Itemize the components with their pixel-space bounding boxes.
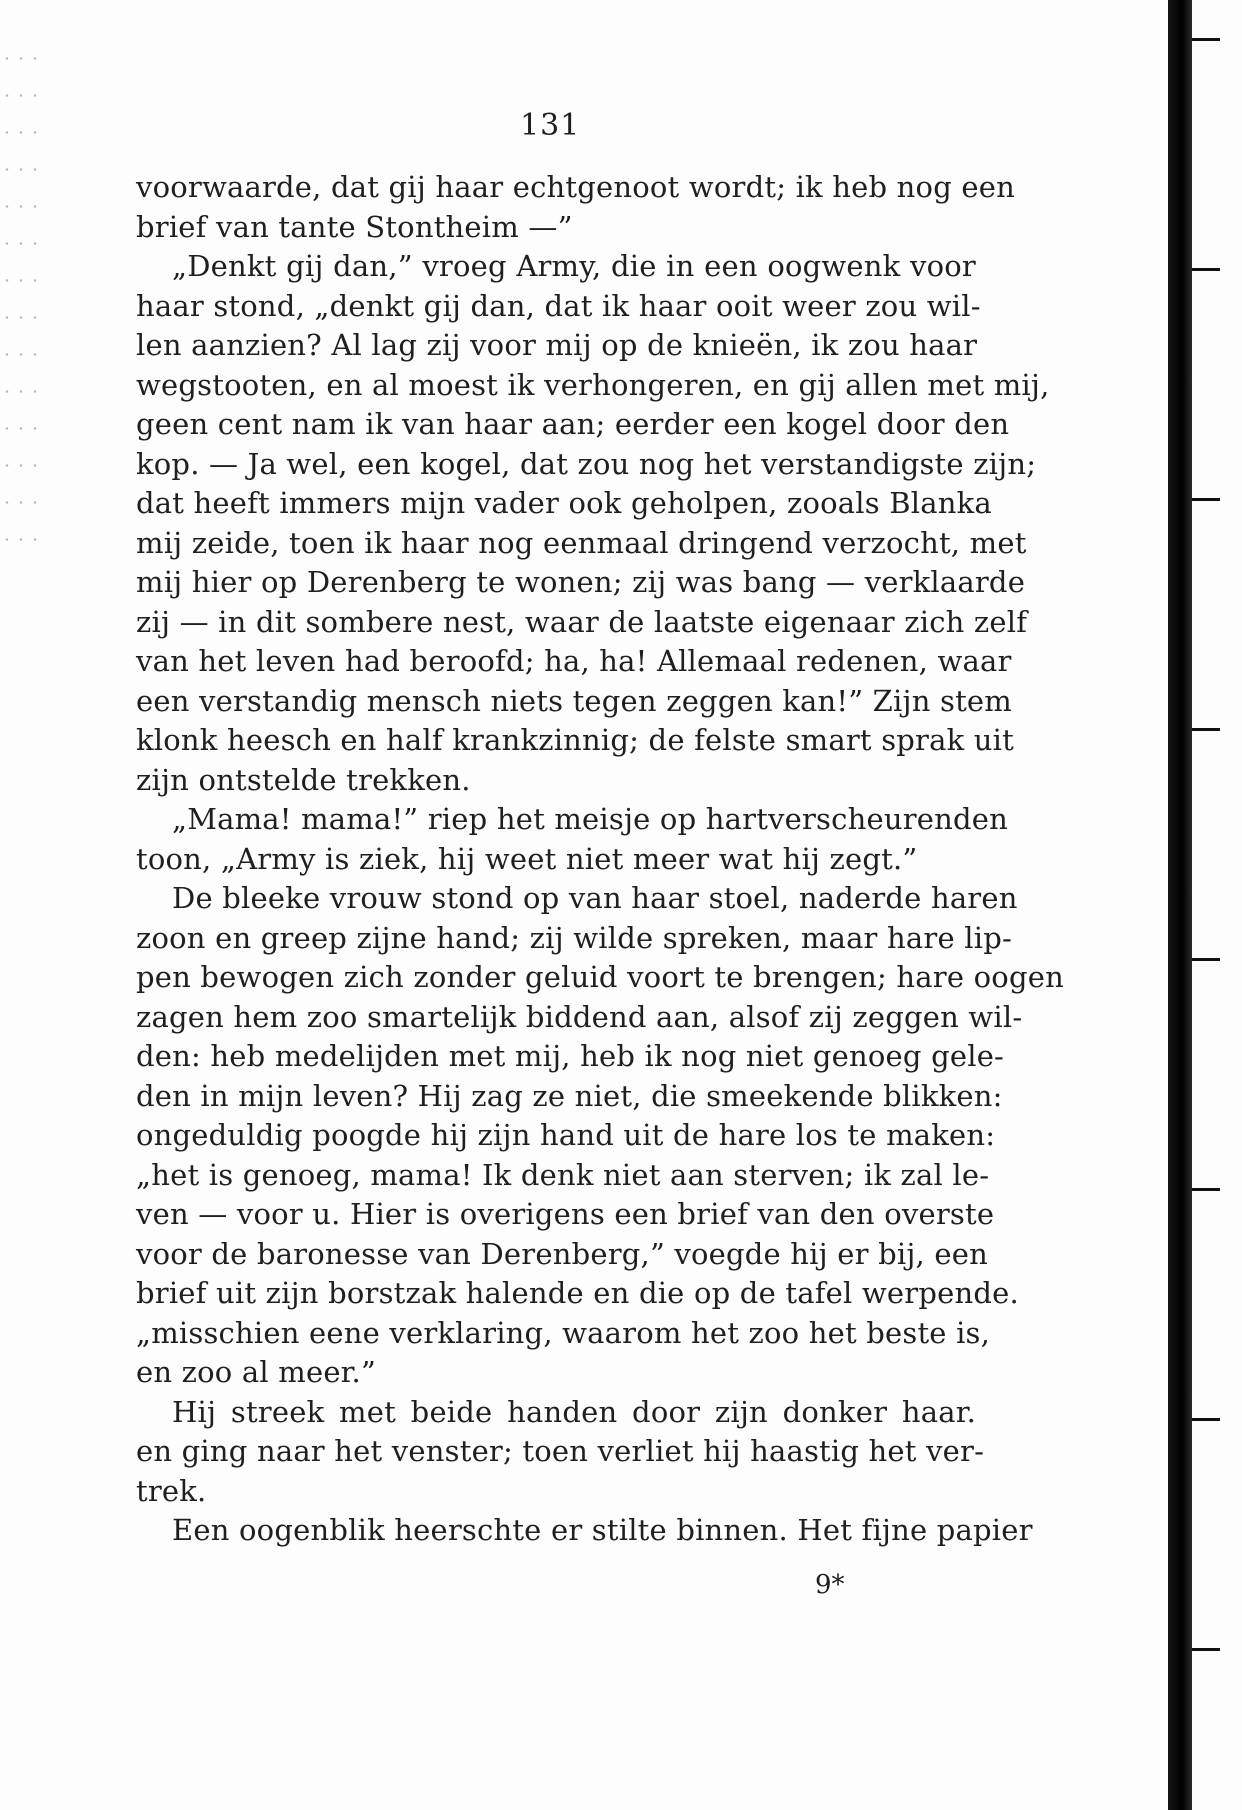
text-line: ven — voor u. Hier is overigens een brief van den overste (136, 1197, 995, 1231)
edge-mark (1192, 498, 1220, 501)
text-line: van het leven had beroofd; ha, ha! Allemaal redenen, waar (136, 644, 1012, 678)
text-line: ongeduldig poogde hij zijn hand uit de hare los te maken: (136, 1118, 996, 1152)
text-line: voor de baronesse van Derenberg,” voegde hij er bij, een (136, 1236, 988, 1271)
text-line: zagen hem zoo smartelijk biddend aan, alsof zij zeggen wil- (136, 999, 1023, 1034)
edge-mark (1192, 1418, 1220, 1421)
text-line: mij hier op Derenberg te wonen; zij was bang — verklaarde (136, 565, 1026, 599)
text-line: een verstandig mensch niets tegen zeggen kan!” Zijn stem (136, 683, 1012, 718)
text-line: len aanzien? Al lag zij voor mij op de knieën, ik zou haar (136, 328, 978, 362)
edge-mark (1192, 1648, 1220, 1651)
text-line: trek. (136, 1473, 207, 1508)
text-line: en zoo al meer.” (136, 1355, 377, 1389)
text-line: wegstooten, en al moest ik verhongeren, en gij allen met mij, (136, 367, 1050, 402)
text-line: zij — in dit sombere nest, waar de laatste eigenaar zich zelf (136, 604, 1028, 639)
text-line: Hij streek met beide handen door zijn donker haar. (172, 1394, 976, 1429)
text-line: brief van tante Stontheim —” (136, 209, 573, 244)
signature-mark: 9* (815, 1570, 845, 1600)
text-line: geen cent nam ik van haar aan; eerder een kogel door den (136, 407, 1010, 441)
edge-mark (1192, 958, 1220, 961)
text-line: Een oogenblik heerschte er stilte binnen. Het fijne papier (172, 1513, 1033, 1547)
text-line: „misschien eene verklaring, waarom het zoo het beste is, (136, 1315, 991, 1350)
edge-mark (1192, 38, 1220, 41)
text-line: en ging naar het venster; toen verliet hij haastig het ver- (136, 1434, 985, 1468)
text-line: zoon en greep zijne hand; zij wilde spreken, maar hare lip- (136, 920, 1012, 955)
text-line: kop. — Ja wel, een kogel, dat zou nog het verstandigste zijn; (136, 446, 1037, 481)
text-line: „het is genoeg, mama! Ik denk niet aan sterven; ik zal le- (136, 1157, 990, 1192)
text-line: haar stond, „denkt gij dan, dat ik haar ooit weer zou wil- (136, 288, 981, 323)
edge-mark (1192, 1188, 1220, 1191)
edge-mark (1192, 268, 1220, 271)
body-text (136, 168, 1064, 1551)
text-line: „Mama! mama!” riep het meisje op hartverscheurenden (172, 802, 1009, 836)
text-line: De bleeke vrouw stond op van haar stoel, naderde haren (172, 881, 1018, 915)
text-line: dat heeft immers mijn vader ook geholpen, zooals Blanka (136, 486, 992, 520)
text-line: den in mijn leven? Hij zag ze niet, die smeekende blikken: (136, 1078, 1003, 1113)
text-line: klonk heesch en half krankzinnig; de felste smart sprak uit (136, 723, 1014, 757)
text-line: zijn ontstelde trekken. (136, 762, 471, 797)
text-line: voorwaarde, dat gij haar echtgenoot wordt; ik heb nog een (136, 170, 1015, 204)
text-line: toon, „Army is ziek, hij weet niet meer wat hij zegt.” (136, 841, 918, 876)
page-number: 131 (520, 108, 581, 143)
text-line: den: heb medelijden met mij, heb ik nog niet genoeg gele- (136, 1039, 1005, 1073)
text-line: brief uit zijn borstzak halende en die op de tafel werpende. (136, 1276, 1019, 1310)
edge-mark (1192, 728, 1220, 731)
text-line: mij zeide, toen ik haar nog eenmaal dringend verzocht, met (136, 525, 1027, 560)
text-line: pen bewogen zich zonder geluid voort te brengen; hare oogen (136, 960, 1064, 994)
page-edge-specks (0, 40, 40, 560)
binding-edge (1168, 0, 1192, 1810)
text-line: „Denkt gij dan,” vroeg Army, die in een oogwenk voor (172, 249, 976, 283)
